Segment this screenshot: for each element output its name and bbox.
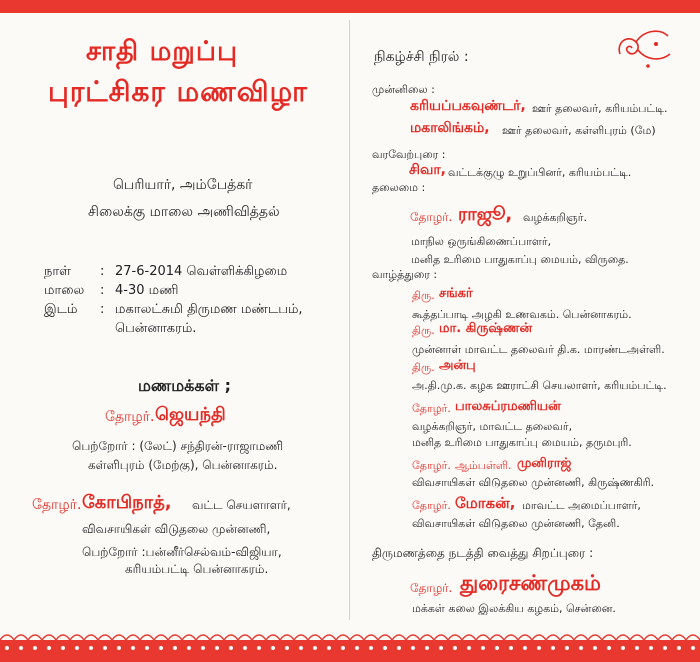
lace-scallop bbox=[210, 635, 224, 640]
lace-scallop bbox=[322, 635, 336, 640]
groom-prefix: தோழர். bbox=[32, 497, 82, 513]
lace-dot bbox=[607, 646, 611, 650]
program-heading: நிகழ்ச்சி நிரல் : bbox=[374, 49, 469, 65]
lace-scallop bbox=[168, 635, 182, 640]
chair-desc: வழக்கறிஞர். bbox=[523, 211, 587, 224]
lace-scallop bbox=[56, 635, 70, 640]
greetings-label: வாழ்த்துரை : bbox=[372, 268, 438, 281]
lace-scallop bbox=[70, 635, 84, 640]
lace-scallop bbox=[154, 635, 168, 640]
lace-scallop bbox=[392, 635, 406, 640]
time-label: மாலை bbox=[44, 283, 85, 298]
lace-scallop bbox=[490, 635, 504, 640]
lace-scallop bbox=[672, 635, 686, 640]
ornament-swirl-icon bbox=[612, 24, 674, 76]
lace-dot bbox=[313, 646, 317, 650]
presider-1-desc: ஊர் தலைவர், கரியம்பட்டி. bbox=[532, 102, 668, 115]
welcome-desc: வட்டக்குழு உறுப்பினர், கரியம்பட்டி. bbox=[448, 166, 632, 179]
lace-dot bbox=[383, 646, 387, 650]
chair-prefix: தோழர். bbox=[410, 210, 453, 224]
lace-dot bbox=[649, 646, 653, 650]
greeting-4-prefix: தோழர். bbox=[412, 402, 451, 415]
chair-name: ராஜூ, bbox=[458, 204, 513, 225]
lace-scallop bbox=[504, 635, 518, 640]
lace-scallop bbox=[602, 635, 616, 640]
venue-town: பென்னாகரம். bbox=[115, 321, 197, 336]
center-fold bbox=[349, 20, 350, 620]
lace-scallop bbox=[294, 635, 308, 640]
chair-line-3: மனித உரிமை பாதுகாப்பு மையம், விருதை. bbox=[411, 253, 629, 266]
presider-1-name: கரியப்பகவுண்டர், bbox=[410, 98, 526, 114]
groom-name: கோபிநாத், bbox=[82, 492, 172, 513]
greeting-1-line: கூத்தப்பாடி அழகி உணவகம். பென்னாகரம். bbox=[412, 308, 632, 321]
lace-scallop bbox=[560, 635, 574, 640]
lace-dot bbox=[75, 646, 79, 650]
lace-scallop bbox=[406, 635, 420, 640]
greeting-2-prefix: திரு. bbox=[412, 324, 435, 337]
lace-scallop bbox=[140, 635, 154, 640]
lace-scallop bbox=[658, 635, 672, 640]
greeting-1-prefix: திரு. bbox=[412, 289, 435, 302]
greeting-3-name: அன்பு bbox=[439, 358, 476, 373]
greeting-5-name: முனிராஜ் bbox=[517, 456, 572, 471]
groom-org: விவசாயிகள் விடுதலை முன்னணி, bbox=[82, 522, 271, 536]
lace-scallop bbox=[14, 635, 28, 640]
lace-dot bbox=[257, 646, 261, 650]
greeting-5-prefix: தோழர். bbox=[412, 459, 451, 472]
lace-scallop bbox=[308, 635, 322, 640]
venue-value: மகாலட்சுமி திருமண மண்டபம், bbox=[115, 302, 303, 317]
greeting-4-line: வழக்கறிஞர், மாவட்ட தலைவர், bbox=[412, 420, 573, 433]
lace-dot bbox=[635, 646, 639, 650]
lace-scallop bbox=[616, 635, 630, 640]
lace-scallop bbox=[630, 635, 644, 640]
special-name: துரைசண்முகம் bbox=[460, 571, 601, 595]
chair-label: தலைமை : bbox=[372, 181, 426, 194]
welcome-name: சிவா, bbox=[409, 162, 446, 178]
lace-dot bbox=[243, 646, 247, 650]
lace-dot bbox=[565, 646, 569, 650]
lace-scallop bbox=[84, 635, 98, 640]
presider-2-name: மகாலிங்கம், bbox=[410, 120, 490, 136]
lace-scallop bbox=[420, 635, 434, 640]
lace-dot bbox=[467, 646, 471, 650]
couple-heading: மணமக்கள் ; bbox=[138, 376, 231, 395]
greeting-2-line: முன்னாள் மாவட்ட தலைவர் தி.க. மாரண்டஅள்ளி. bbox=[412, 343, 665, 356]
lace-dot bbox=[341, 646, 345, 650]
lace-dot bbox=[271, 646, 275, 650]
lace-scallop bbox=[42, 635, 56, 640]
lace-dot bbox=[621, 646, 625, 650]
venue-label: இடம் bbox=[44, 302, 78, 317]
greeting-6-line: விவசாயிகள் விடுதலை முன்னணி, தேனி. bbox=[412, 517, 620, 530]
lace-scallop bbox=[644, 635, 658, 640]
lace-dot bbox=[215, 646, 219, 650]
date-colon: : bbox=[100, 264, 105, 279]
date-value: 27-6-2014 வெள்ளிக்கிழமை bbox=[115, 264, 288, 279]
bride-prefix: தோழர். bbox=[105, 409, 155, 425]
lace-dot bbox=[369, 646, 373, 650]
special-line: மக்கள் கலை இலக்கிய கழகம், சென்னை. bbox=[412, 602, 616, 615]
lace-scallop bbox=[448, 635, 462, 640]
lace-dot bbox=[145, 646, 149, 650]
greeting-3-prefix: திரு. bbox=[412, 361, 435, 374]
lace-dot bbox=[509, 646, 513, 650]
lace-scallop bbox=[518, 635, 532, 640]
greeting-5-name-pre: ஆம்பள்ளி. bbox=[455, 459, 512, 472]
special-label: திருமணத்தை நடத்தி வைத்து சிறப்புரை : bbox=[372, 546, 594, 560]
lace-scallop bbox=[476, 635, 490, 640]
lace-dot bbox=[677, 646, 681, 650]
bride-name: ஜெயந்தி bbox=[155, 404, 226, 425]
greeting-5-line: விவசாயிகள் விடுதலை முன்னணி, கிருஷ்ணகிரி. bbox=[412, 476, 655, 489]
lace-scallop bbox=[98, 635, 112, 640]
lace-dot bbox=[551, 646, 555, 650]
lace-dot bbox=[411, 646, 415, 650]
venue-colon: : bbox=[100, 302, 105, 317]
lace-dot bbox=[439, 646, 443, 650]
lace-scallop bbox=[364, 635, 378, 640]
lace-scallop bbox=[686, 635, 700, 640]
lace-scallop bbox=[126, 635, 140, 640]
lace-scallop bbox=[252, 635, 266, 640]
lace-dot bbox=[61, 646, 65, 650]
lace-scallop bbox=[434, 635, 448, 640]
lace-scallop bbox=[532, 635, 546, 640]
lace-dot bbox=[285, 646, 289, 650]
presider-2-desc: ஊர் தலைவர், கள்ளிபுரம் (மே) bbox=[502, 124, 656, 137]
groom-parents: பெற்றோர் :பன்னீர்செல்வம்-விஜியா, bbox=[82, 545, 282, 559]
subtitle-line-2: சிலைக்கு மாலை அணிவித்தல் bbox=[88, 204, 280, 220]
lace-dot bbox=[453, 646, 457, 650]
date-label: நாள் bbox=[44, 264, 71, 279]
lace-scallop bbox=[350, 635, 364, 640]
bottom-lace-border bbox=[0, 628, 700, 662]
lace-dot bbox=[425, 646, 429, 650]
greeting-2-name: மா. கிருஷ்ணன் bbox=[439, 321, 533, 336]
lace-scallop bbox=[224, 635, 238, 640]
lace-dot bbox=[5, 646, 9, 650]
lace-dot bbox=[19, 646, 23, 650]
time-value: 4-30 மணி bbox=[115, 283, 179, 298]
lace-scallop bbox=[266, 635, 280, 640]
greeting-3-line: அ.தி.மு.க. கழக ஊராட்சி செயலாளர், கரியம்பட்டி. bbox=[412, 379, 667, 392]
lace-dot bbox=[89, 646, 93, 650]
lace-scallop bbox=[196, 635, 210, 640]
title-line-2: புரட்சிகர மணவிழா bbox=[48, 75, 308, 108]
lace-dot bbox=[537, 646, 541, 650]
lace-dot bbox=[187, 646, 191, 650]
lace-scallop bbox=[336, 635, 350, 640]
title-line-1: சாதி மறுப்பு bbox=[86, 36, 239, 67]
lace-dot bbox=[299, 646, 303, 650]
bride-parents: பெற்றோர் : (லேட்) சந்திரன்-ராஜாமணி bbox=[72, 439, 284, 453]
groom-role: வட்ட செயளாளர், bbox=[192, 498, 291, 512]
lace-scallop bbox=[378, 635, 392, 640]
greeting-1-name: சங்கர் bbox=[439, 286, 473, 301]
lace-dot bbox=[579, 646, 583, 650]
top-red-band bbox=[0, 0, 700, 13]
lace-dot bbox=[481, 646, 485, 650]
lace-scallop bbox=[182, 635, 196, 640]
lace-dot bbox=[47, 646, 51, 650]
lace-dot bbox=[229, 646, 233, 650]
lace-dot bbox=[355, 646, 359, 650]
lace-scallop bbox=[574, 635, 588, 640]
lace-scallop bbox=[546, 635, 560, 640]
lace-scallop bbox=[280, 635, 294, 640]
lace-scallop bbox=[462, 635, 476, 640]
groom-place: கரியம்பட்டி பென்னாகரம். bbox=[125, 562, 269, 576]
lace-dot bbox=[691, 646, 695, 650]
lace-dot bbox=[103, 646, 107, 650]
lace-scallop bbox=[28, 635, 42, 640]
bride-place: கள்ளிபுரம் (மேற்கு), பென்னாகரம். bbox=[88, 458, 278, 472]
lace-scallop bbox=[0, 635, 14, 640]
lace-dot bbox=[397, 646, 401, 650]
lace-dot bbox=[131, 646, 135, 650]
lace-dot bbox=[201, 646, 205, 650]
lace-dot bbox=[663, 646, 667, 650]
subtitle-line-1: பெரியார், அம்பேத்கர் bbox=[113, 177, 253, 193]
lace-scallop bbox=[588, 635, 602, 640]
greeting-6-prefix: தோழர். bbox=[412, 499, 451, 512]
greeting-4-line-2: மனித உரிமை பாதுகாப்பு மையம், தருமபுரி. bbox=[412, 436, 632, 449]
greeting-6-name: மோகன், bbox=[455, 494, 516, 512]
greeting-4-name: பாலசுப்ரமணியன் bbox=[455, 399, 561, 414]
lace-dot bbox=[523, 646, 527, 650]
lace-dot bbox=[593, 646, 597, 650]
lace-dot bbox=[117, 646, 121, 650]
time-colon: : bbox=[100, 283, 105, 298]
lace-dot bbox=[159, 646, 163, 650]
lace-dot bbox=[327, 646, 331, 650]
greeting-6-role: மாவட்ட அமைப்பாளர், bbox=[522, 499, 641, 512]
lace-scallop bbox=[112, 635, 126, 640]
presiding-label: முன்னிலை : bbox=[372, 83, 435, 96]
lace-scallop bbox=[238, 635, 252, 640]
lace-dot bbox=[33, 646, 37, 650]
lace-dot bbox=[173, 646, 177, 650]
lace-dot bbox=[495, 646, 499, 650]
special-prefix: தோழர். bbox=[410, 581, 453, 595]
welcome-label: வரவேற்புரை : bbox=[372, 148, 446, 161]
chair-line-2: மாநில ஒருங்கிணைப்பாளர், bbox=[411, 235, 552, 248]
